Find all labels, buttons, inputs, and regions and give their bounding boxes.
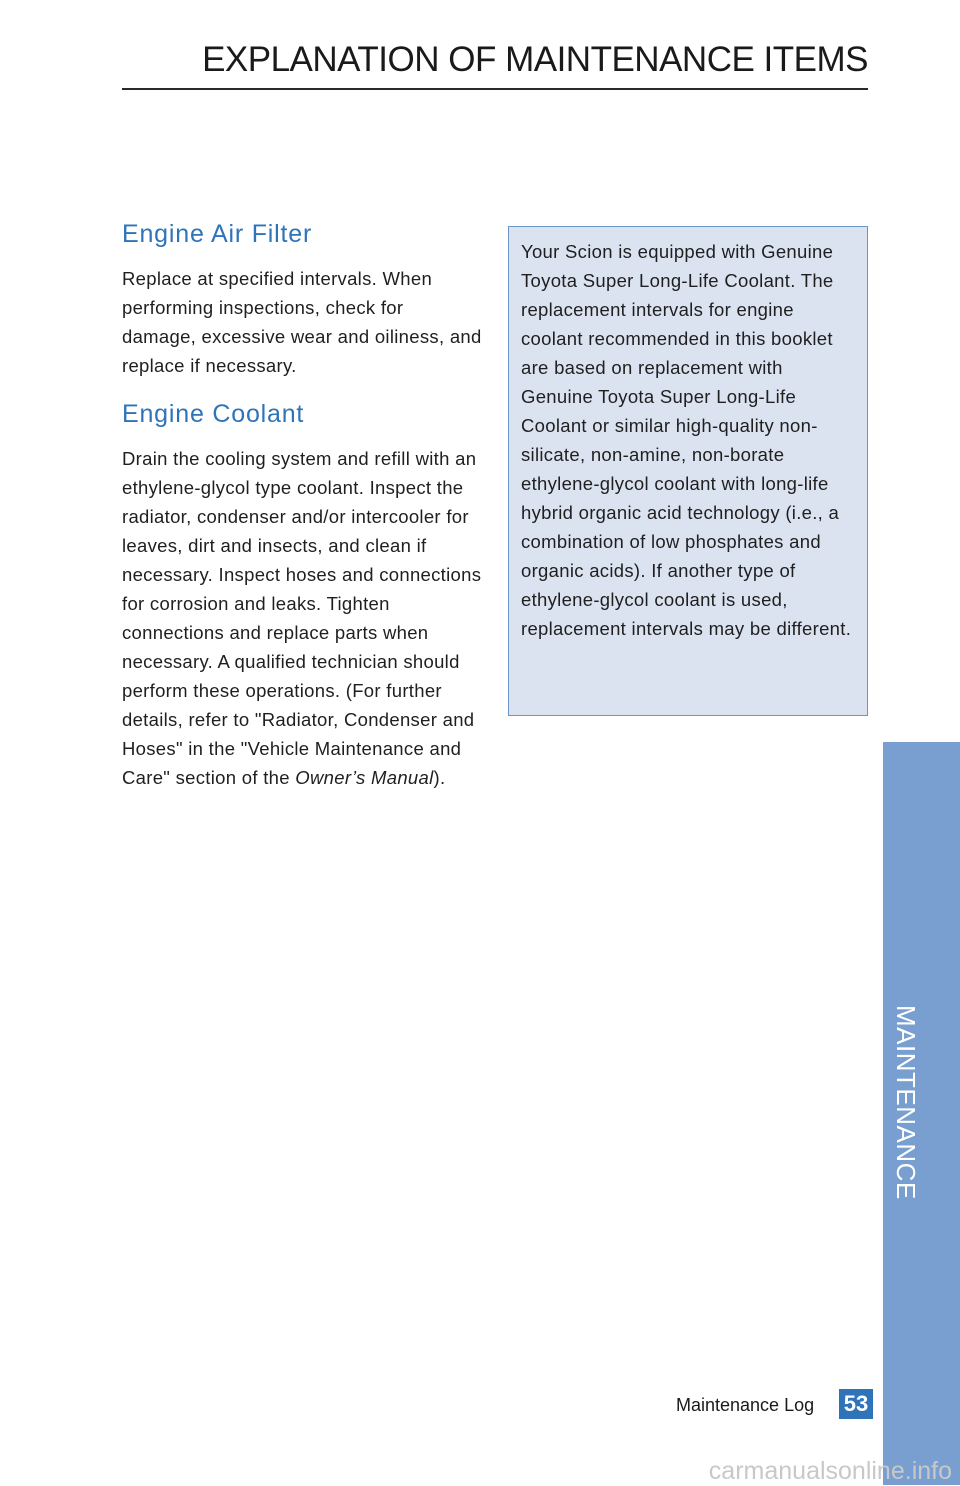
- page-title: EXPLANATION OF MAINTENANCE ITEMS: [202, 40, 868, 79]
- left-column: [122, 218, 482, 806]
- side-tab-label: MAINTENANCE: [891, 1005, 921, 1200]
- coolant-note-box: [508, 226, 868, 716]
- section-heading-coolant: Engine Coolant: [122, 400, 305, 428]
- title-divider: [122, 88, 868, 90]
- page-number-badge: 53: [839, 1389, 873, 1419]
- coolant-body-end: ).: [433, 767, 446, 788]
- section-body-air-filter: Replace at specified intervals. When performing inspections, check for damage, excessive wear and oiliness, and replace if necessary.: [122, 268, 482, 376]
- coolant-body-main: Drain the cooling system and refill with an ethylene-glycol type coolant. Inspect the radiator, condenser and/or intercooler for leaves, dirt and insects, and clean if necessary. Inspect hoses and connections for corrosion and leaks. Tighten connections and replace parts when necessary. A qualified technician should perform these operations. (For further details, refer to "Radiator, Condenser and Hoses" in the "Vehicle Maintenance and Care" section of the: [122, 448, 482, 788]
- watermark-text: carmanualsonline.info: [708, 1457, 952, 1485]
- owners-manual-ref: Owner’s Manual: [295, 767, 434, 788]
- section-heading-air-filter: Engine Air Filter: [122, 220, 313, 248]
- section-body-coolant: [122, 444, 482, 792]
- coolant-note-text: Your Scion is equipped with Genuine Toyota Super Long-Life Coolant. The replacement intervals for engine coolant recommended in this booklet are based on replacement with Genuine Toyota Super Long-Life Coolant or similar high-quality non-silicate, non-amine, non-borate ethylene-glycol coolant with long-life hybrid organic acid technology (i.e., a combination of low phosphates and organic acids). If another type of ethylene-glycol coolant is used, replacement intervals may be different.: [521, 241, 852, 639]
- footer-section-label: Maintenance Log: [676, 1395, 815, 1415]
